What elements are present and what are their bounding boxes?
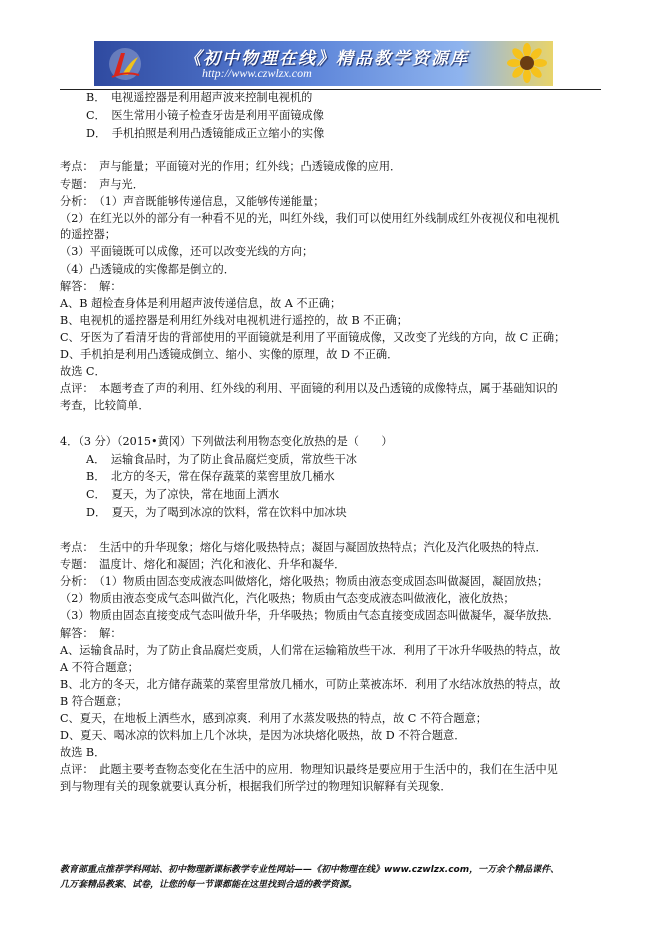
text-line: 考点： 声与能量；平面镜对光的作用；红外线；凸透镜成像的应用．	[60, 160, 402, 173]
text-line: 故选 C．	[60, 365, 106, 378]
text-line: 的遥控器；	[60, 228, 116, 241]
text-line: B． 电视遥控器是利用超声波来控制电视机的	[86, 91, 313, 104]
text-line: 4．（3 分）（2015•黄冈）下列做法利用物态变化放热的是（ ）	[60, 435, 393, 448]
text-line: 解答： 解：	[60, 627, 122, 640]
text-line: A、B 超检查身体是利用超声波传递信息，故 A 不正确；	[60, 297, 342, 310]
text-line: D． 夏天，为了喝到冰凉的饮料，常在饮料中加冰块	[86, 506, 347, 519]
header-banner	[94, 41, 553, 86]
text-line: B 符合题意；	[60, 695, 128, 708]
site-logo-icon	[108, 47, 142, 81]
text-line: 分析： （1）物质由固态变成液态叫做熔化，熔化吸热；物质由液态变成固态叫做凝固，凝固放热；	[60, 575, 549, 588]
text-line: 故选 B．	[60, 746, 106, 759]
text-line: A 不符合题意；	[60, 661, 139, 674]
text-line: 专题： 声与光．	[60, 178, 144, 191]
text-line: （3）物质由固态直接变成气态叫做升华，升华吸热；物质由气态直接变成固态叫做凝华，凝华放热．	[60, 609, 560, 622]
text-line: B、北方的冬天，北方储存蔬菜的菜窖里常放几桶水，可防止菜被冻坏．利用了水结冰放热的特点，故	[60, 678, 561, 691]
text-line: A、运输食品时，为了防止食品腐烂变质，人们常在运输箱放些干冰．利用了干冰升华吸热的特点，故	[60, 644, 561, 657]
banner-title: 《初中物理在线》精品教学资源库	[184, 49, 469, 69]
text-line: C、牙医为了看清牙齿的背部使用的平面镜就是利用了平面镜成像，又改变了光线的方向，故 C 正确；	[60, 331, 566, 344]
text-line: D． 手机拍照是利用凸透镜能成正立缩小的实像	[86, 127, 325, 140]
text-line: 到与物理有关的现象就要认真分析，根据我们所学过的物理知识解释有关现象．	[60, 780, 452, 793]
text-line: （4）凸透镜成的实像都是倒立的．	[60, 263, 235, 276]
text-line: B． 北方的冬天，常在保存蔬菜的菜窖里放几桶水	[86, 470, 335, 483]
text-line: 点评： 本题考查了声的利用、红外线的利用、平面镜的利用以及凸透镜的成像特点，属于基础知识的	[60, 382, 558, 395]
banner-url[interactable]: http://www.czwlzx.com	[202, 66, 312, 80]
text-line: D、夏天、喝冰凉的饮料加上几个冰块，是因为冰块熔化吸热，故 D 不符合题意．	[60, 729, 466, 742]
text-line: （2）物质由液态变成气态叫做汽化，汽化吸热；物质由气态变成液态叫做液化，液化放热；	[60, 592, 515, 605]
text-line: A． 运输食品时，为了防止食品腐烂变质，常放些干冰	[86, 453, 357, 466]
footer-line-1: 教育部重点推荐学科网站、初中物理新课标教学专业性网站——《初中物理在线》www.czwlzx.com，一万余个精品课件、	[60, 865, 560, 875]
text-line: 分析： （1）声音既能够传递信息，又能够传递能量；	[60, 195, 325, 208]
text-line: 解答： 解：	[60, 280, 122, 293]
text-line: B、电视机的遥控器是利用红外线对电视机进行遥控的，故 B 不正确；	[60, 314, 408, 327]
text-line: D、手机拍是利用凸透镜成倒立、缩小、实像的原理，故 D 不正确．	[60, 348, 399, 361]
text-line: 专题： 温度计、熔化和凝固；汽化和液化、升华和凝华．	[60, 558, 346, 571]
text-line: C． 医生常用小镜子检查牙齿是利用平面镜成像	[86, 109, 324, 122]
text-line: C． 夏天，为了凉快，常在地面上洒水	[86, 488, 280, 501]
text-line: C、夏天，在地板上洒些水，感到凉爽．利用了水蒸发吸热的特点，故 C 不符合题意；	[60, 712, 487, 725]
text-line: 考点： 生活中的升华现象；熔化与熔化吸热特点；凝固与凝固放热特点；汽化及汽化吸热的特点．	[60, 541, 547, 554]
text-line: 点评： 此题主要考查物态变化在生活中的应用．物理知识最终是要应用于生活中的，我们在生活中见	[60, 763, 558, 776]
sunflower-icon	[507, 43, 547, 83]
text-line: 考查，比较简单．	[60, 399, 150, 412]
text-line: （3）平面镜既可以成像，还可以改变光线的方向；	[60, 245, 314, 258]
text-line: （2）在红光以外的部分有一种看不见的光，叫红外线，我们可以使用红外线制成红外夜视仪和电视机	[60, 212, 560, 225]
footer-line-2: 几万套精品教案、试卷，让您的每一节课都能在这里找到合适的教学资源。	[60, 880, 358, 890]
